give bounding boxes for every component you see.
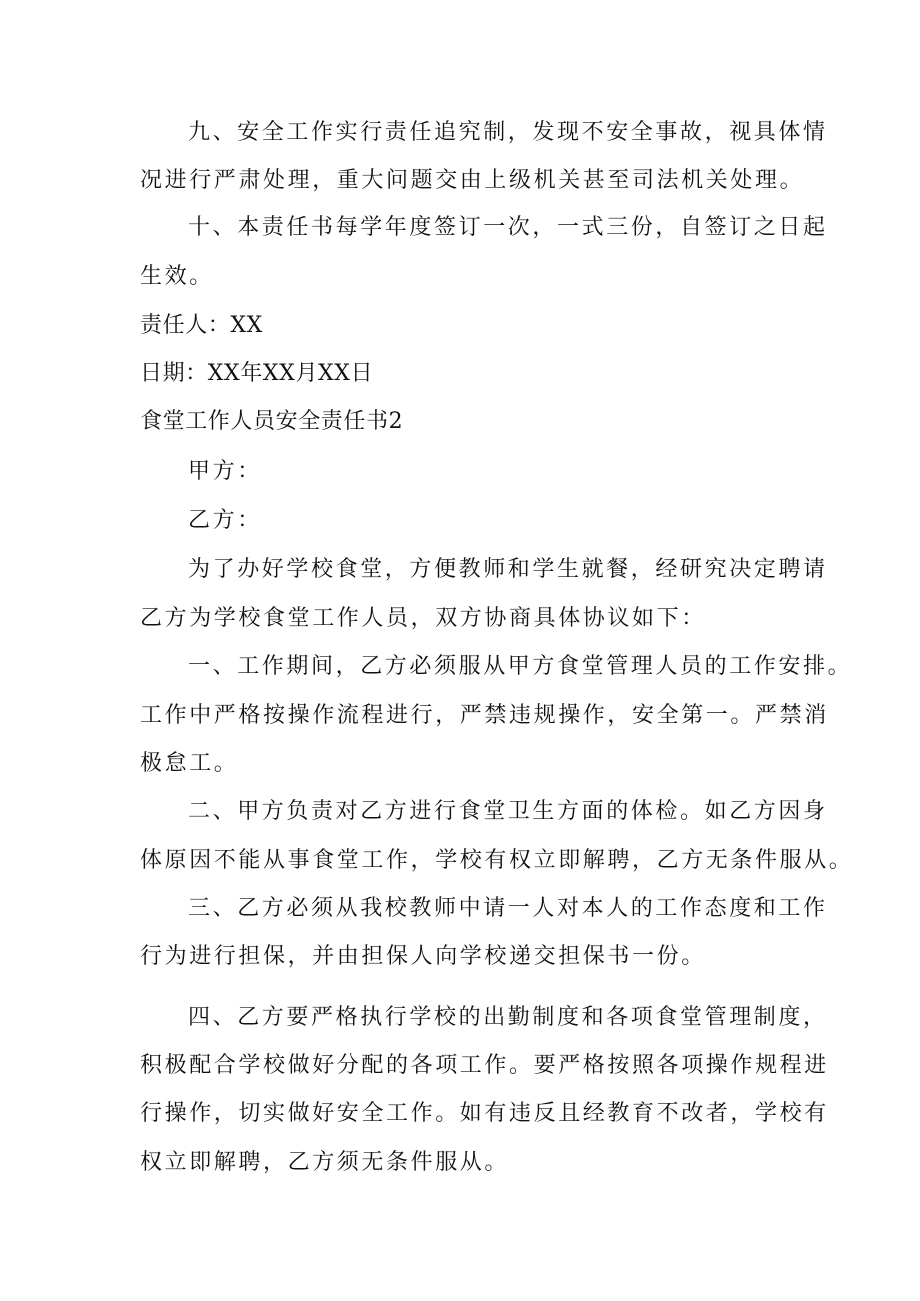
clause-4-line-1: 四、乙方要严格执行学校的出勤制度和各项食堂管理制度，	[188, 1005, 828, 1030]
clause-4-line-3: 行操作，切实做好安全工作。如有违反且经教育不改者，学校有	[140, 1101, 829, 1126]
paragraph-9-line-1: 九、安全工作实行责任追究制，发现不安全事故，视具体情	[188, 120, 828, 145]
paragraph-10-line-2: 生效。	[140, 264, 214, 289]
responsible-person: 责任人：XX	[140, 313, 263, 338]
party-b: 乙方：	[188, 508, 262, 533]
clause-1-line-2: 工作中严格按操作流程进行，严禁违规操作，安全第一。严禁消	[140, 703, 829, 728]
clause-2-line-1: 二、甲方负责对乙方进行食堂卫生方面的体检。如乙方因身	[188, 799, 828, 824]
party-a: 甲方：	[188, 459, 262, 484]
paragraph-9-line-2: 况进行严肃处理，重大问题交由上级机关甚至司法机关处理。	[140, 168, 805, 193]
clause-3-line-1: 三、乙方必须从我校教师中请一人对本人的工作态度和工作	[188, 896, 828, 921]
document-heading: 食堂工作人员安全责任书2	[140, 409, 404, 434]
clause-4-line-2: 积极配合学校做好分配的各项工作。要严格按照各项操作规程进	[140, 1053, 829, 1078]
date-line: 日期：XX年XX月XX日	[140, 361, 374, 386]
clause-4-line-4: 权立即解聘，乙方须无条件服从。	[140, 1150, 510, 1175]
clause-1-line-1: 一、工作期间，乙方必须服从甲方食堂管理人员的工作安排。	[188, 654, 853, 679]
paragraph-10-line-1: 十、本责任书每学年度签订一次，一式三份，自签订之日起	[188, 215, 828, 240]
clause-1-line-3: 极怠工。	[140, 751, 239, 776]
clause-3-line-2: 行为进行担保，并由担保人向学校递交担保书一份。	[140, 944, 706, 969]
intro-line-1: 为了办好学校食堂，方便教师和学生就餐，经研究决定聘请	[188, 557, 828, 582]
clause-2-line-2: 体原因不能从事食堂工作，学校有权立即解聘，乙方无条件服从。	[140, 848, 854, 873]
intro-line-2: 乙方为学校食堂工作人员，双方协商具体协议如下：	[140, 606, 706, 631]
